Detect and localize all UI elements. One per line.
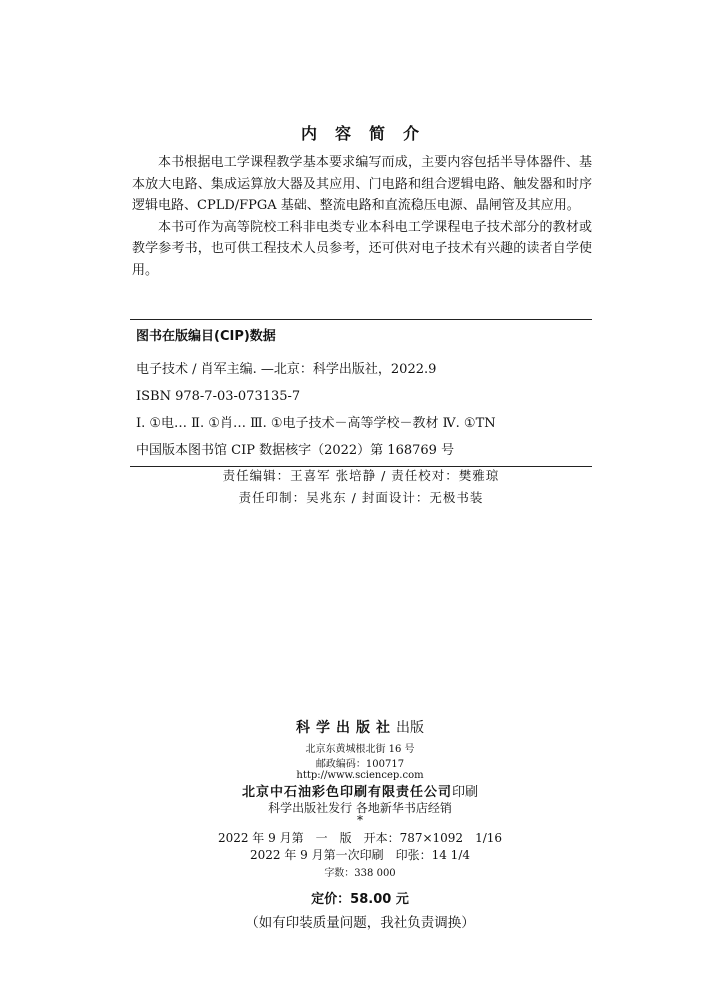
summary-title: 内容简介 xyxy=(300,124,437,143)
cip-heading: 图书在版编目(CIP)数据 xyxy=(136,329,276,344)
cip-data-box xyxy=(130,319,592,467)
cip-title-line: 电子技术 / 肖军主编. —北京：科学出版社，2022.9 xyxy=(136,362,437,377)
quality-notice: （如有印装质量问题，我社负责调换） xyxy=(245,915,475,931)
summary-paragraph-1: 本书根据电工学课程教学基本要求编写而成，主要内容包括半导体器件、基本放大电路、集成运算放大器及其应用、门电路和组合逻辑电路、触发器和时序逻辑电路、CPLD/FPGA 基础、整流电路和直流稳压电源、晶闸管及其应用。 xyxy=(132,155,592,213)
edition-line-2: 2022 年 9 月第一次印刷 印张：14 1/4 xyxy=(249,848,470,862)
summary-text xyxy=(132,152,592,281)
publisher-website: http://www.sciencep.com xyxy=(296,770,424,781)
distribution-line: 科学出版社发行 各地新华书店经销 xyxy=(268,801,452,815)
printer-line xyxy=(0,781,720,800)
printer-suffix: 印刷 xyxy=(452,785,479,800)
publisher-address: 北京东黄城根北街 16 号 xyxy=(305,744,415,755)
price: 定价：58.00 元 xyxy=(311,892,409,907)
cip-classification: Ⅰ. ①电… Ⅱ. ①肖… Ⅲ. ①电子技术－高等学校－教材 Ⅳ. ①TN xyxy=(136,416,496,431)
word-count: 字数：338 000 xyxy=(324,868,396,879)
cip-record-number: 中国版本图书馆 CIP 数据核字（2022）第 168769 号 xyxy=(136,443,455,458)
printer-name: 北京中石油彩色印刷有限责任公司 xyxy=(241,785,452,800)
publisher-postcode: 邮政编码：100717 xyxy=(315,759,405,770)
publisher-line xyxy=(0,717,720,737)
staff-line-1: 责任编辑：王喜军 张培静 / 责任校对：樊雅琼 xyxy=(222,468,500,483)
cip-isbn: ISBN 978-7-03-073135-7 xyxy=(136,389,301,404)
staff-line-2: 责任印制：吴兆东 / 封面设计：无极书装 xyxy=(238,490,484,505)
summary-paragraph-2: 本书可作为高等院校工科非电类专业本科电工学课程电子技术部分的教材或教学参考书，也可供工程技术人员参考，还可供对电子技术有兴趣的读者自学使用。 xyxy=(132,219,592,278)
publisher-suffix: 出版 xyxy=(396,720,424,736)
separator-asterisk: * xyxy=(357,813,363,827)
edition-line-1: 2022 年 9 月第 一 版 开本：787×1092 1/16 xyxy=(217,831,503,845)
publisher-name: 科学出版社 xyxy=(296,720,396,736)
